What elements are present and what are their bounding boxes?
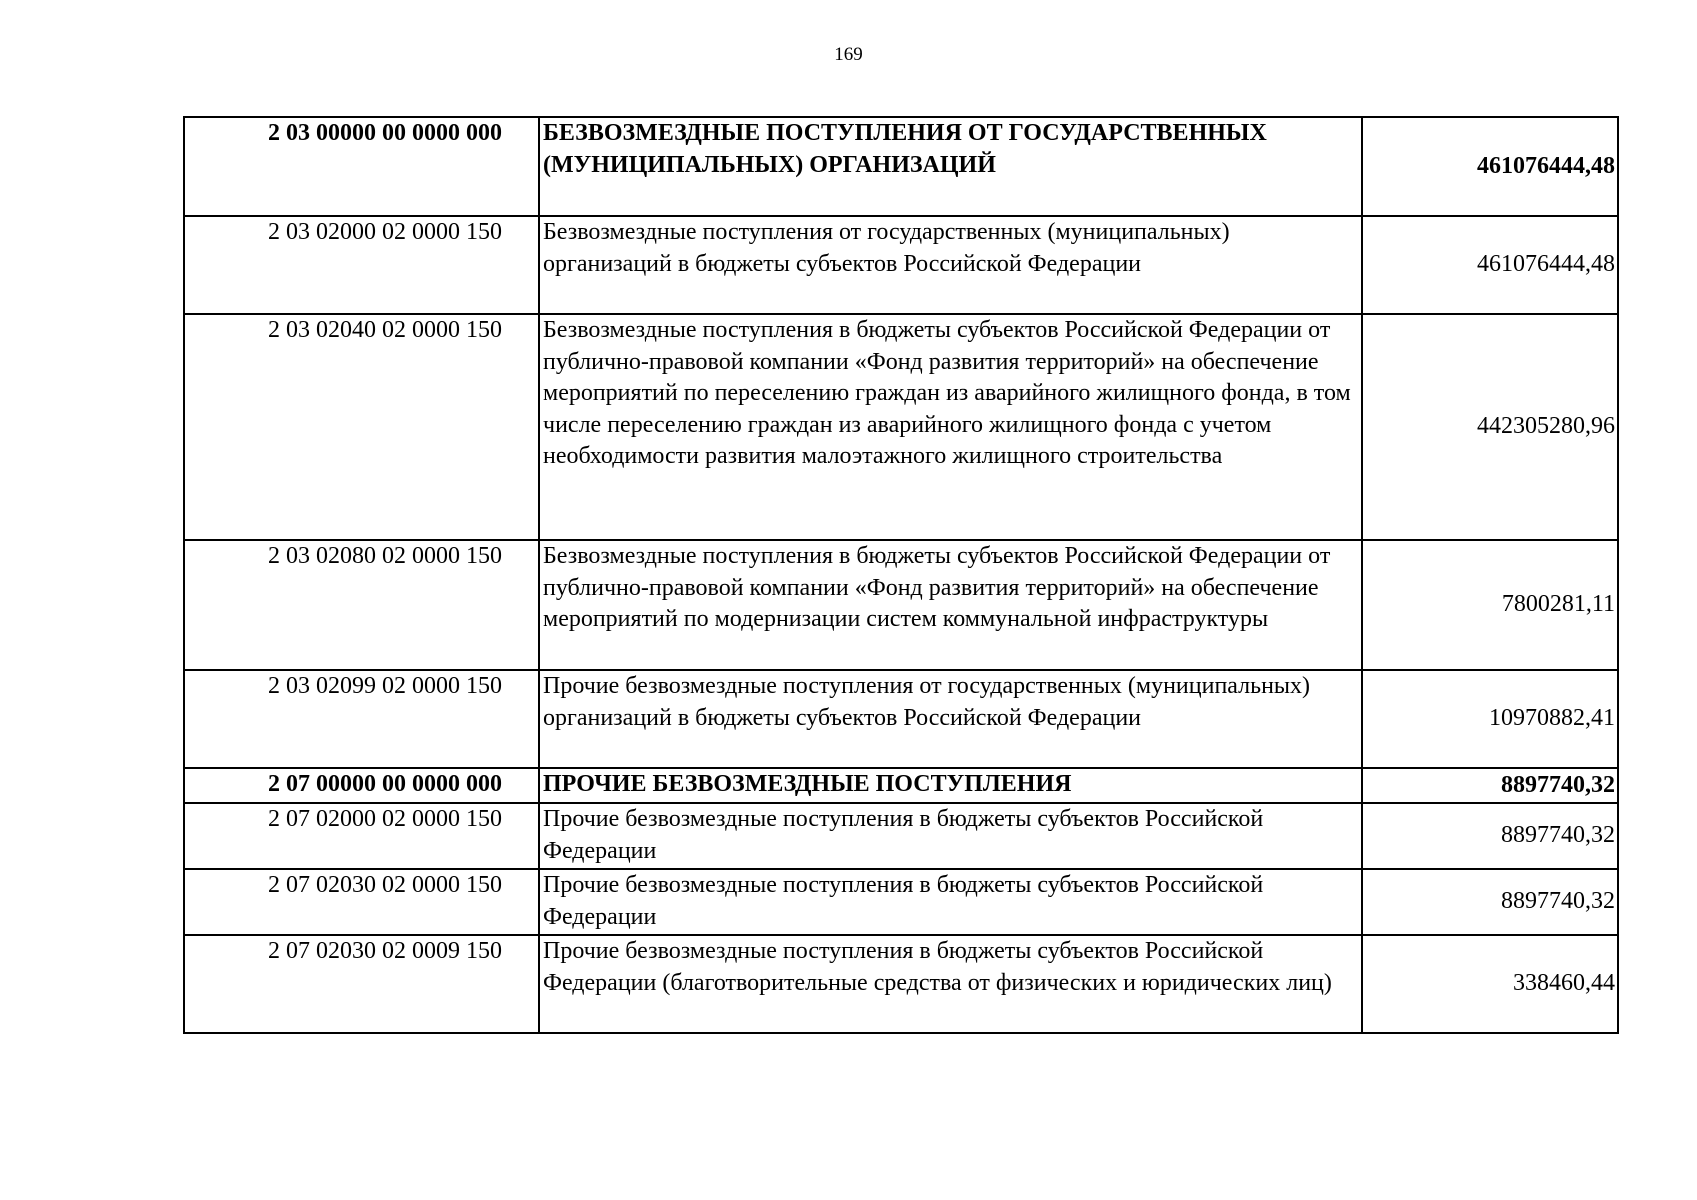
revenue-name: Прочие безвозмездные поступления в бюджеты субъектов Российской Федерации (благотворительные средства от физических и юридических лиц) (539, 935, 1362, 1033)
revenue-name: Прочие безвозмездные поступления в бюджеты субъектов Российской Федерации (539, 803, 1362, 869)
table-row (184, 216, 1618, 314)
revenue-amount: 10970882,41 (1362, 670, 1618, 768)
revenue-amount: 8897740,32 (1362, 768, 1618, 803)
revenue-name: БЕЗВОЗМЕЗДНЫЕ ПОСТУПЛЕНИЯ ОТ ГОСУДАРСТВЕННЫХ (МУНИЦИПАЛЬНЫХ) ОРГАНИЗАЦИЙ (539, 117, 1362, 216)
revenue-name: ПРОЧИЕ БЕЗВОЗМЕЗДНЫЕ ПОСТУПЛЕНИЯ (539, 768, 1362, 803)
classification-code: 2 07 02030 02 0009 150 (184, 935, 539, 1033)
table-row (184, 768, 1618, 803)
classification-code: 2 03 02040 02 0000 150 (184, 314, 539, 540)
table-row (184, 670, 1618, 768)
table-row (184, 117, 1618, 216)
classification-code: 2 03 02000 02 0000 150 (184, 216, 539, 314)
revenue-name: Безвозмездные поступления от государственных (муниципальных) организаций в бюджеты субъектов Российской Федерации (539, 216, 1362, 314)
revenue-amount: 338460,44 (1362, 935, 1618, 1033)
revenue-amount: 442305280,96 (1362, 314, 1618, 540)
classification-code: 2 07 02000 02 0000 150 (184, 803, 539, 869)
revenue-amount: 7800281,11 (1362, 540, 1618, 670)
classification-code: 2 03 02080 02 0000 150 (184, 540, 539, 670)
table-row (184, 935, 1618, 1033)
classification-code: 2 07 00000 00 0000 000 (184, 768, 539, 803)
table-row (184, 869, 1618, 935)
revenue-name: Прочие безвозмездные поступления от государственных (муниципальных) организаций в бюджеты субъектов Российской Федерации (539, 670, 1362, 768)
revenue-amount: 8897740,32 (1362, 869, 1618, 935)
classification-code: 2 07 02030 02 0000 150 (184, 869, 539, 935)
page-number: 169 (834, 44, 863, 65)
revenue-amount: 8897740,32 (1362, 803, 1618, 869)
classification-code: 2 03 00000 00 0000 000 (184, 117, 539, 216)
revenue-amount: 461076444,48 (1362, 117, 1618, 216)
table-row (184, 540, 1618, 670)
table-row (184, 803, 1618, 869)
revenue-name: Безвозмездные поступления в бюджеты субъектов Российской Федерации от публично-правовой компании «Фонд развития территорий» на обеспечение мероприятий по переселению граждан из аварийного жилищного фонда, в том числе переселению граждан из аварийного жилищного фонда с учетом необходимости развития малоэтажного жилищного строительства (539, 314, 1362, 540)
table-row (184, 314, 1618, 540)
revenue-amount: 461076444,48 (1362, 216, 1618, 314)
budget-revenue-table (183, 116, 1619, 1034)
revenue-name: Прочие безвозмездные поступления в бюджеты субъектов Российской Федерации (539, 869, 1362, 935)
revenue-name: Безвозмездные поступления в бюджеты субъектов Российской Федерации от публично-правовой компании «Фонд развития территорий» на обеспечение мероприятий по модернизации систем коммунальной инфраструктуры (539, 540, 1362, 670)
classification-code: 2 03 02099 02 0000 150 (184, 670, 539, 768)
